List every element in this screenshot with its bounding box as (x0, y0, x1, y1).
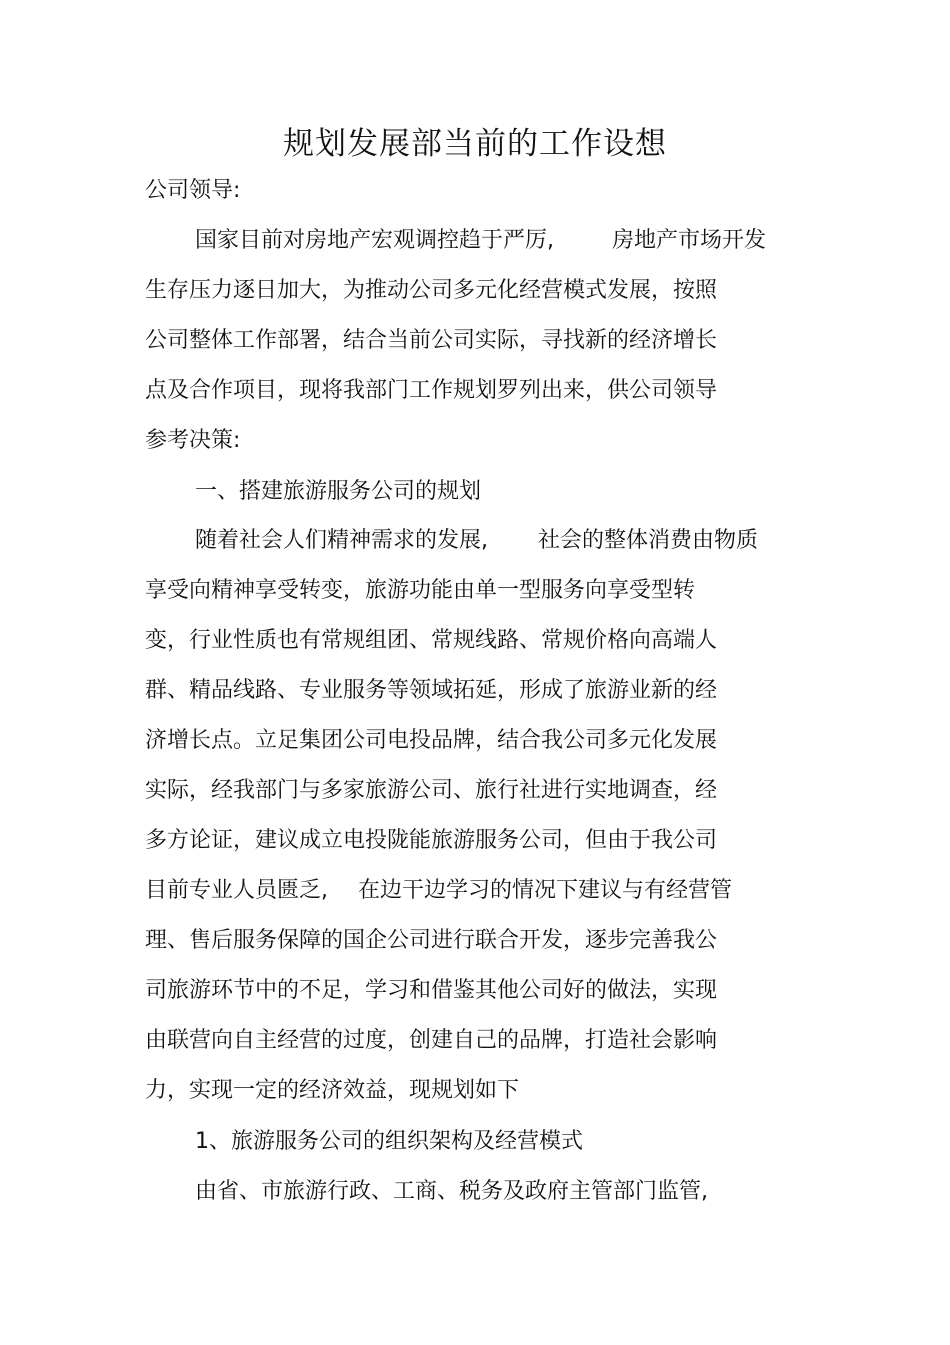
paragraph-1-line-1 (195, 226, 766, 256)
paragraph-2-line-10: 司旅游环节中的不足，学习和借鉴其他公司好的做法，实现 (145, 978, 718, 1003)
salutation: 公司领导: (145, 178, 241, 203)
document-title: 规划发展部当前的工作设想 (283, 126, 667, 162)
paragraph-2-line-9: 理、售后服务保障的国企公司进行联合开发，逐步完善我公 (145, 928, 718, 953)
paragraph-3-line-1: 由省、市旅游行政、工商、税务及政府主管部门监管, (195, 1179, 708, 1204)
paragraph-2-line-6: 实际，经我部门与多家旅游公司、旅行社进行实地调查，经 (145, 778, 718, 803)
paragraph-1-line-3: 公司整体工作部署，结合当前公司实际，寻找新的经济增长 (145, 328, 718, 353)
paragraph-2-line-8-part-a: 目前专业人员匮乏, (145, 878, 328, 903)
paragraph-1-line-2: 生存压力逐日加大，为推动公司多元化经营模式发展，按照 (145, 278, 718, 303)
paragraph-2-line-1 (195, 526, 758, 556)
paragraph-2-line-7: 多方论证，建议成立电投陇能旅游服务公司，但由于我公司 (145, 828, 718, 853)
paragraph-2-line-2: 享受向精神享受转变，旅游功能由单一型服务向享受型转 (145, 578, 696, 603)
paragraph-1-line-1-part-a: 国家目前对房地产宏观调控趋于严厉, (195, 228, 554, 253)
paragraph-2-line-11: 由联营向自主经营的过度，创建自己的品牌，打造社会影响 (145, 1028, 718, 1053)
paragraph-2-line-8-part-b: 在边干边学习的情况下建议与有经营管 (358, 878, 733, 903)
subsection-1-heading: 1、旅游服务公司的组织架构及经营模式 (195, 1129, 583, 1154)
paragraph-2-line-8 (145, 876, 732, 906)
paragraph-2-line-1-part-b: 社会的整体消费由物质 (538, 528, 759, 553)
paragraph-2-line-3: 变，行业性质也有常规组团、常规线路、常规价格向高端人 (145, 628, 718, 653)
paragraph-1-line-1-part-b: 房地产市场开发 (612, 228, 767, 253)
section-1-heading: 一、搭建旅游服务公司的规划 (195, 479, 482, 504)
paragraph-2-line-5: 济增长点。立足集团公司电投品牌，结合我公司多元化发展 (145, 728, 718, 753)
paragraph-1-line-4: 点及合作项目，现将我部门工作规划罗列出来，供公司领导 (145, 378, 718, 403)
paragraph-2-line-4: 群、精品线路、专业服务等领域拓延，形成了旅游业新的经 (145, 678, 718, 703)
paragraph-2-line-12: 力，实现一定的经济效益，现规划如下 (145, 1078, 520, 1103)
paragraph-2-line-1-part-a: 随着社会人们精神需求的发展, (195, 528, 488, 553)
paragraph-1-line-5: 参考决策: (145, 428, 241, 453)
